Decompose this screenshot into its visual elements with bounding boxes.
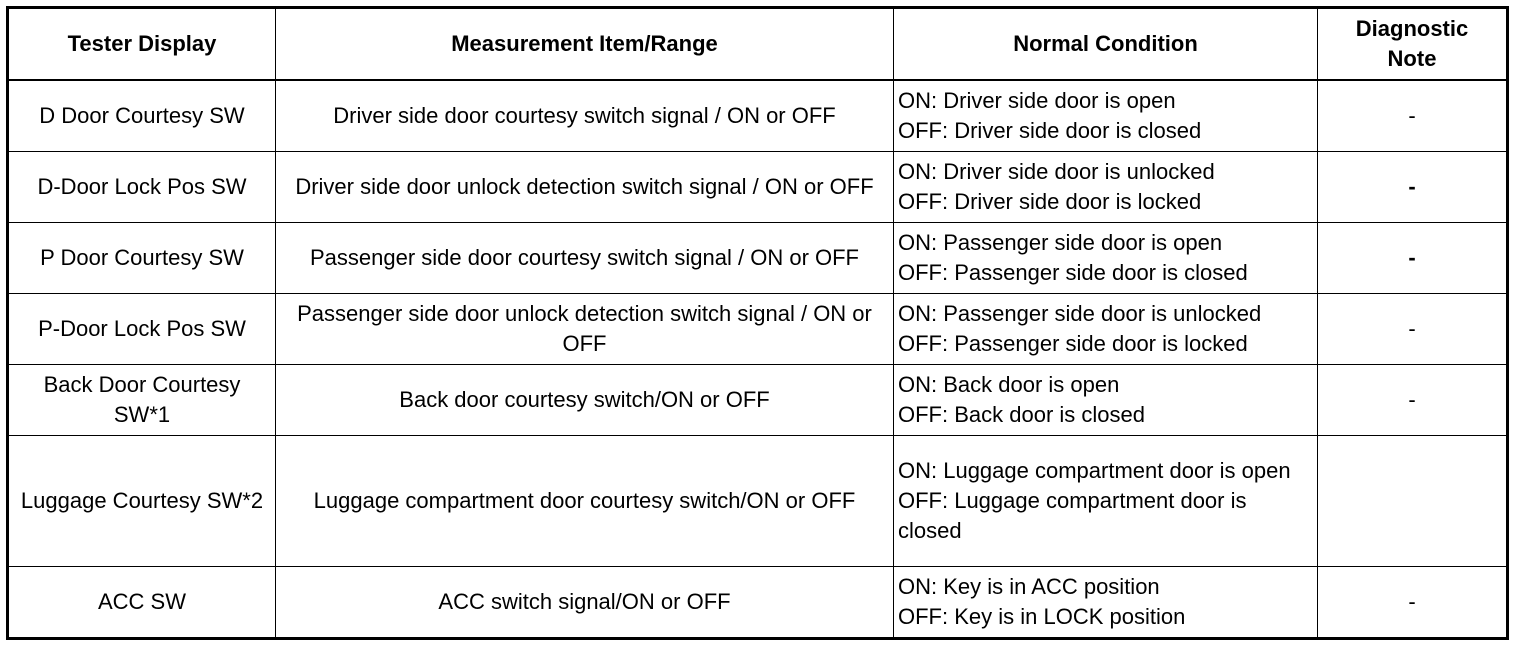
tester-display-cell: Back Door Courtesy SW*1 bbox=[8, 365, 276, 436]
tester-display-cell: ACC SW bbox=[8, 567, 276, 639]
tester-display-cell: D-Door Lock Pos SW bbox=[8, 152, 276, 223]
diagnostic-note-cell: - bbox=[1318, 294, 1508, 365]
diagnostic-note-cell: - bbox=[1318, 152, 1508, 223]
diagnostic-note-cell: - bbox=[1318, 365, 1508, 436]
normal-condition-cell bbox=[894, 223, 1318, 294]
measurement-cell: Passenger side door courtesy switch signal / ON or OFF bbox=[276, 223, 894, 294]
condition-off: OFF: Driver side door is closed bbox=[898, 118, 1202, 143]
table-container bbox=[6, 6, 1509, 640]
tester-display-cell: D Door Courtesy SW bbox=[8, 80, 276, 152]
header-row bbox=[8, 8, 1508, 81]
header-tester-display: Tester Display bbox=[8, 8, 276, 81]
table-row bbox=[8, 365, 1508, 436]
measurement-cell: Driver side door unlock detection switch signal / ON or OFF bbox=[276, 152, 894, 223]
condition-off: OFF: Key is in LOCK position bbox=[898, 604, 1186, 629]
table-row bbox=[8, 223, 1508, 294]
condition-on: ON: Driver side door is unlocked bbox=[898, 159, 1215, 184]
header-diagnostic-note-line2: Note bbox=[1387, 46, 1437, 71]
diagnostic-note-cell: - bbox=[1318, 567, 1508, 639]
table-row bbox=[8, 567, 1508, 639]
tester-display-cell: Luggage Courtesy SW*2 bbox=[8, 436, 276, 567]
header-normal-condition: Normal Condition bbox=[894, 8, 1318, 81]
measurement-cell: Driver side door courtesy switch signal / ON or OFF bbox=[276, 80, 894, 152]
diagnostic-note-cell: - bbox=[1318, 80, 1508, 152]
measurement-cell: Passenger side door unlock detection switch signal / ON or OFF bbox=[276, 294, 894, 365]
condition-on: ON: Back door is open bbox=[898, 372, 1120, 397]
condition-off: OFF: Passenger side door is closed bbox=[898, 260, 1248, 285]
normal-condition-cell bbox=[894, 294, 1318, 365]
measurement-cell: Luggage compartment door courtesy switch/ON or OFF bbox=[276, 436, 894, 567]
condition-off: OFF: Luggage compartment door is closed bbox=[898, 488, 1247, 543]
condition-on: ON: Driver side door is open bbox=[898, 88, 1176, 113]
normal-condition-cell bbox=[894, 152, 1318, 223]
condition-off: OFF: Passenger side door is locked bbox=[898, 331, 1248, 356]
diagnostic-note-cell: - bbox=[1318, 223, 1508, 294]
diagnostic-note-cell bbox=[1318, 436, 1508, 567]
header-measurement: Measurement Item/Range bbox=[276, 8, 894, 81]
header-diagnostic-note bbox=[1318, 8, 1508, 81]
condition-on: ON: Luggage compartment door is open bbox=[898, 458, 1291, 483]
condition-on: ON: Passenger side door is unlocked bbox=[898, 301, 1262, 326]
normal-condition-cell bbox=[894, 567, 1318, 639]
table-row bbox=[8, 152, 1508, 223]
condition-on: ON: Key is in ACC position bbox=[898, 574, 1160, 599]
condition-off: OFF: Back door is closed bbox=[898, 402, 1145, 427]
tester-display-cell: P-Door Lock Pos SW bbox=[8, 294, 276, 365]
header-diagnostic-note-line1: Diagnostic bbox=[1355, 16, 1469, 41]
table-row bbox=[8, 436, 1508, 567]
data-list-table bbox=[6, 6, 1509, 640]
measurement-cell: Back door courtesy switch/ON or OFF bbox=[276, 365, 894, 436]
condition-off: OFF: Driver side door is locked bbox=[898, 189, 1202, 214]
normal-condition-cell bbox=[894, 365, 1318, 436]
condition-on: ON: Passenger side door is open bbox=[898, 230, 1223, 255]
table-row bbox=[8, 80, 1508, 152]
normal-condition-cell bbox=[894, 80, 1318, 152]
tester-display-cell: P Door Courtesy SW bbox=[8, 223, 276, 294]
table-row bbox=[8, 294, 1508, 365]
measurement-cell: ACC switch signal/ON or OFF bbox=[276, 567, 894, 639]
normal-condition-cell bbox=[894, 436, 1318, 567]
